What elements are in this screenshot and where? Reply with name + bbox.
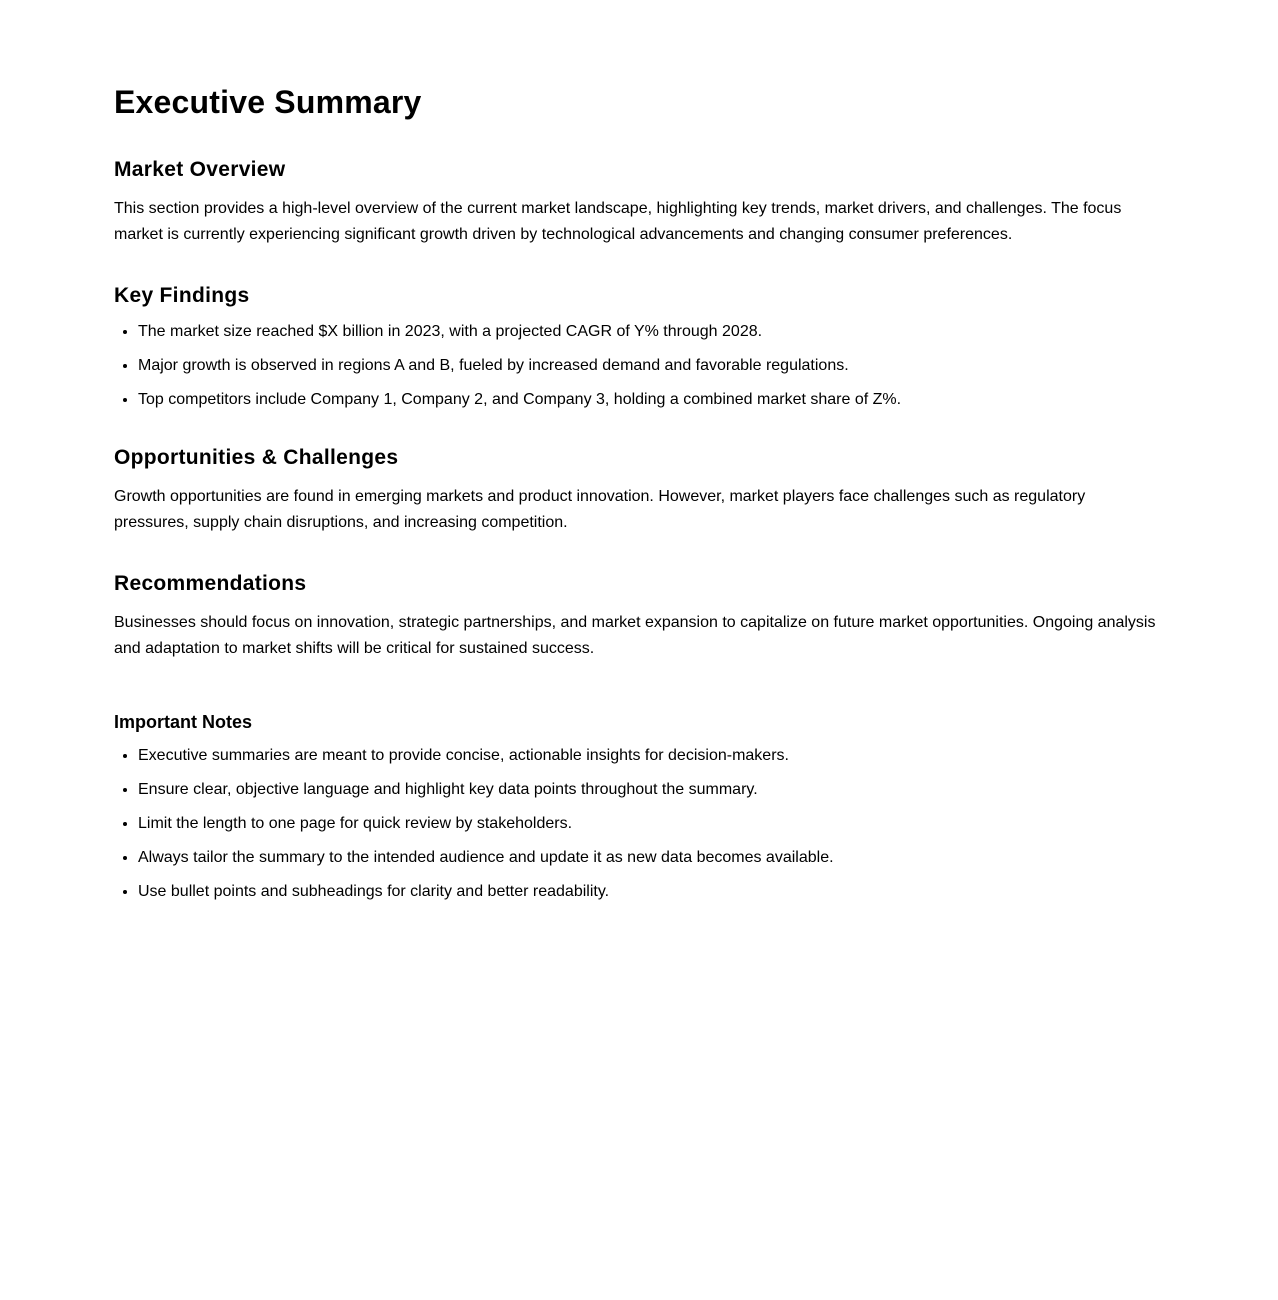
page-title: Executive Summary xyxy=(114,84,422,120)
list-item: • Ensure clear, objective language and highlight key data points throughout the summary. xyxy=(138,780,1164,800)
opportunities-heading: Opportunities & Challenges xyxy=(114,446,399,469)
important-notes-list xyxy=(114,746,1164,902)
important-notes-heading: Important Notes xyxy=(114,712,253,732)
key-findings-list xyxy=(114,322,1164,410)
list-item: • Top competitors include Company 1, Company 2, and Company 3, holding a combined market share of Z%. xyxy=(138,390,1164,410)
list-item: • Executive summaries are meant to provide concise, actionable insights for decision-makers. xyxy=(138,746,1164,766)
opportunities-section xyxy=(114,444,1164,536)
market-overview-heading: Market Overview xyxy=(114,158,286,181)
list-item: • The market size reached $X billion in 2023, with a projected CAGR of Y% through 2028. xyxy=(138,322,1164,342)
recommendations-section xyxy=(114,570,1164,662)
list-item: • Use bullet points and subheadings for clarity and better readability. xyxy=(138,882,1164,902)
list-item: • Limit the length to one page for quick review by stakeholders. xyxy=(138,814,1164,834)
market-overview-body: This section provides a high-level overview of the current market landscape, highlighting key trends, market drivers, and challenges. The focus market is currently experiencing significant growth driven by technological advancements and changing consumer preferences. xyxy=(114,200,1122,243)
list-item: • Major growth is observed in regions A and B, fueled by increased demand and favorable regulations. xyxy=(138,356,1164,376)
market-overview-section xyxy=(114,156,1164,248)
important-notes-section xyxy=(114,710,1164,902)
opportunities-body: Growth opportunities are found in emerging markets and product innovation. However, market players face challenges such as regulatory pressures, supply chain disruptions, and increasing competition. xyxy=(114,488,1086,531)
list-item: • Always tailor the summary to the intended audience and update it as new data becomes available. xyxy=(138,848,1164,868)
recommendations-body: Businesses should focus on innovation, strategic partnerships, and market expansion to capitalize on future market opportunities. Ongoing analysis and adaptation to market shifts will be critical for sustained success. xyxy=(114,614,1156,657)
recommendations-heading: Recommendations xyxy=(114,572,307,595)
key-findings-heading: Key Findings xyxy=(114,284,250,307)
key-findings-section xyxy=(114,282,1164,410)
